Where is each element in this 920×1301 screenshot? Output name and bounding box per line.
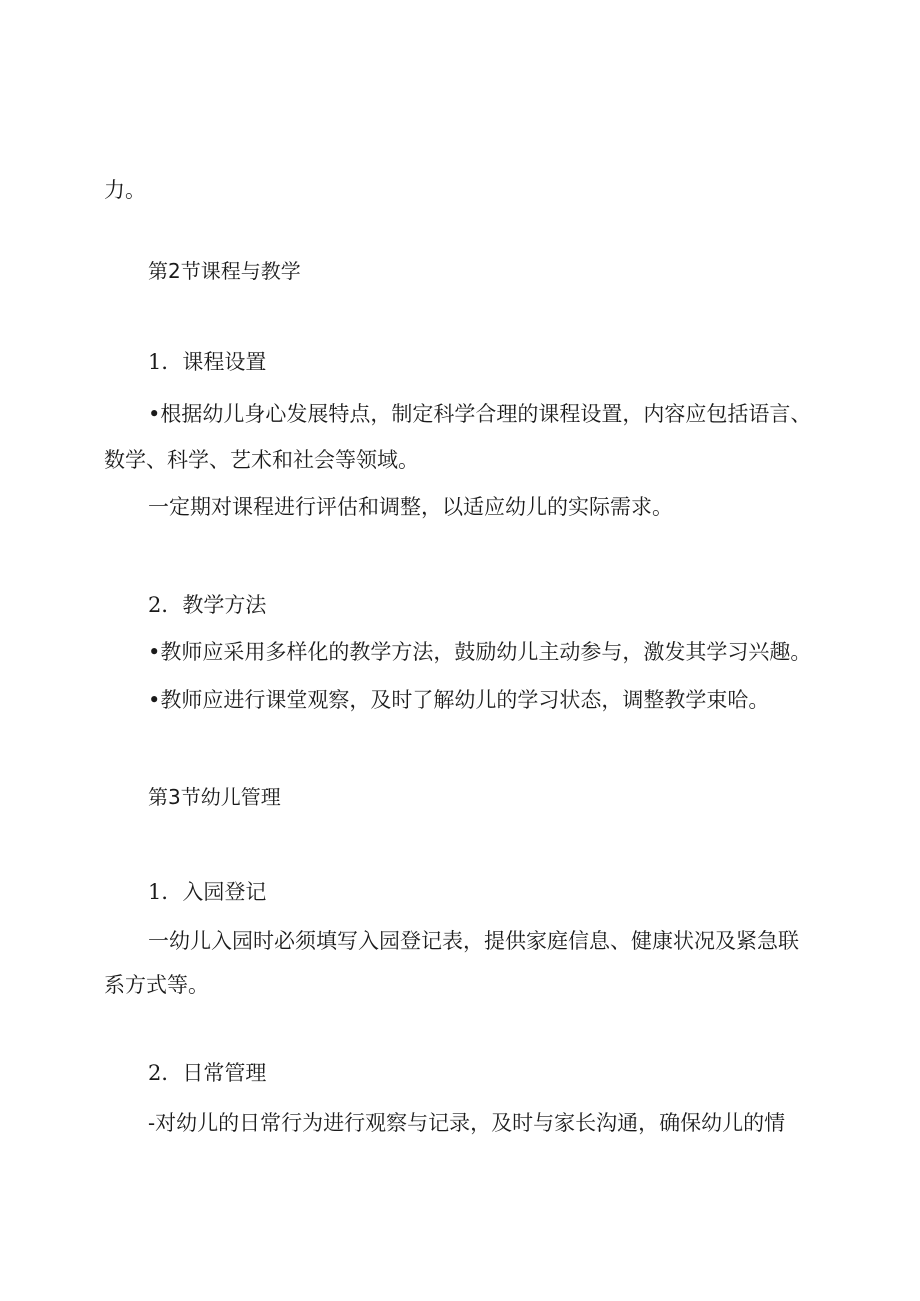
bullet-line: -对幼儿的日常行为进行观察与记录，及时与家长沟通，确保幼儿的情 <box>148 1111 786 1135</box>
subsection-heading-enrollment: 1．入园登记 <box>148 880 267 904</box>
bullet-line-continuation: 系方式等。 <box>104 973 209 997</box>
subsection-heading-teaching-methods: 2．教学方法 <box>148 593 267 617</box>
bullet-line: 一定期对课程进行评估和调整，以适应幼儿的实际需求。 <box>148 495 673 519</box>
section-heading-3: 第3节幼儿管理 <box>148 785 281 809</box>
subsection-heading-course-setup: 1．课程设置 <box>148 350 267 374</box>
bullet-line: •教师应采用多样化的教学方法，鼓励幼儿主动参与，激发其学习兴趣。 <box>148 640 812 664</box>
paragraph-continuation: 力。 <box>104 178 146 202</box>
bullet-line: 一幼儿入园时必须填写入园登记表，提供家庭信息、健康状况及紧急联 <box>148 929 799 953</box>
bullet-line: •根据幼儿身心发展特点，制定科学合理的课程设置，内容应包括语言、 <box>148 402 812 426</box>
subsection-heading-daily-management: 2．日常管理 <box>148 1061 267 1085</box>
bullet-line-continuation: 数学、科学、艺术和社会等领域。 <box>104 448 419 472</box>
bullet-line: •教师应进行课堂观察，及时了解幼儿的学习状态，调整教学束哈。 <box>148 688 770 712</box>
section-heading-2: 第2节课程与教学 <box>148 259 301 283</box>
